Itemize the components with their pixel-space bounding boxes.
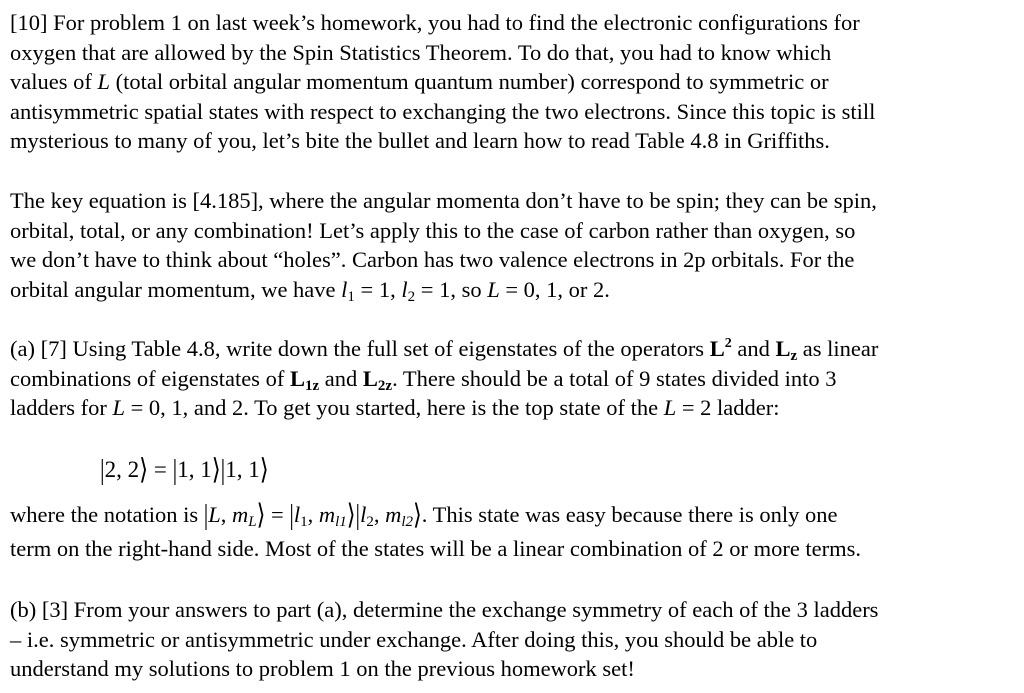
text-line: oxygen that are allowed by the Spin Statistics Theorem. To do that, you had to know which (10, 39, 832, 65)
text-line: understand my solutions to problem 1 on the previous homework set! (10, 656, 635, 681)
text-line: (a) [7] Using Table 4.8, write down the full set of eigenstates of the operators $L^2$ and $L_z$ as linear (10, 336, 879, 364)
text-line: (b) [3] From your answers to part (a), determine the exchange symmetry of each of the 3 ladders (10, 597, 879, 622)
text-line: mysterious to many of you, let’s bite the bullet and learn how to read Table 4.8 in Griffiths. (10, 128, 830, 153)
text-line: where the notation is |L, $m_L⟩ = |l_1$, $m_{l1}⟩|l_2$, $m_{l2}⟩$. This state was easy because there is only one (10, 498, 838, 531)
text-line: term on the right-hand side. Most of the states will be a linear combination of 2 or more terms. (10, 535, 862, 561)
part-b-paragraph (10, 595, 1015, 684)
text-line: – i.e. symmetric or antisymmetric under exchange. After doing this, you should be able to (10, 626, 818, 652)
text-line: orbital angular momentum, we have $l_1 = 1$, $l_2 = 1$, so L = 0, 1, or 2. (10, 276, 610, 305)
math-L: L (97, 69, 110, 94)
text-line: orbital, total, or any combination! Let’s apply this to the case of carbon rather than oxygen, so (10, 217, 856, 243)
text-line: values of L (total orbital angular momentum quantum number) correspond to symmetric or (10, 69, 829, 94)
text-line: antisymmetric spatial states with respect to exchanging the two electrons. Since this topic is still (10, 98, 876, 124)
text-line: [10] For problem 1 on last week’s homework, you had to find the electronic configurations for (10, 10, 860, 35)
key-equation-paragraph (10, 186, 1015, 304)
part-a-paragraph (10, 334, 1015, 423)
text-line: ladders for L = 0, 1, and 2. To get you started, here is the top state of the L = 2 ladder: (10, 395, 780, 420)
problem-intro-paragraph (10, 8, 1015, 156)
text-line: combinations of eigenstates of $L_{1z}$ and $L_{2z}$. There should be a total of 9 states divided into 3 (10, 365, 837, 394)
text-line: The key equation is [4.185], where the angular momenta don’t have to be spin; they can be spin, (10, 188, 877, 213)
notation-paragraph (10, 500, 1015, 563)
text-line: we don’t have to think about “holes”. Carbon has two valence electrons in 2p orbitals. For the (10, 247, 855, 272)
top-state-equation: |2, 2⟩ = |1, 1⟩|1, 1⟩ (100, 453, 269, 485)
